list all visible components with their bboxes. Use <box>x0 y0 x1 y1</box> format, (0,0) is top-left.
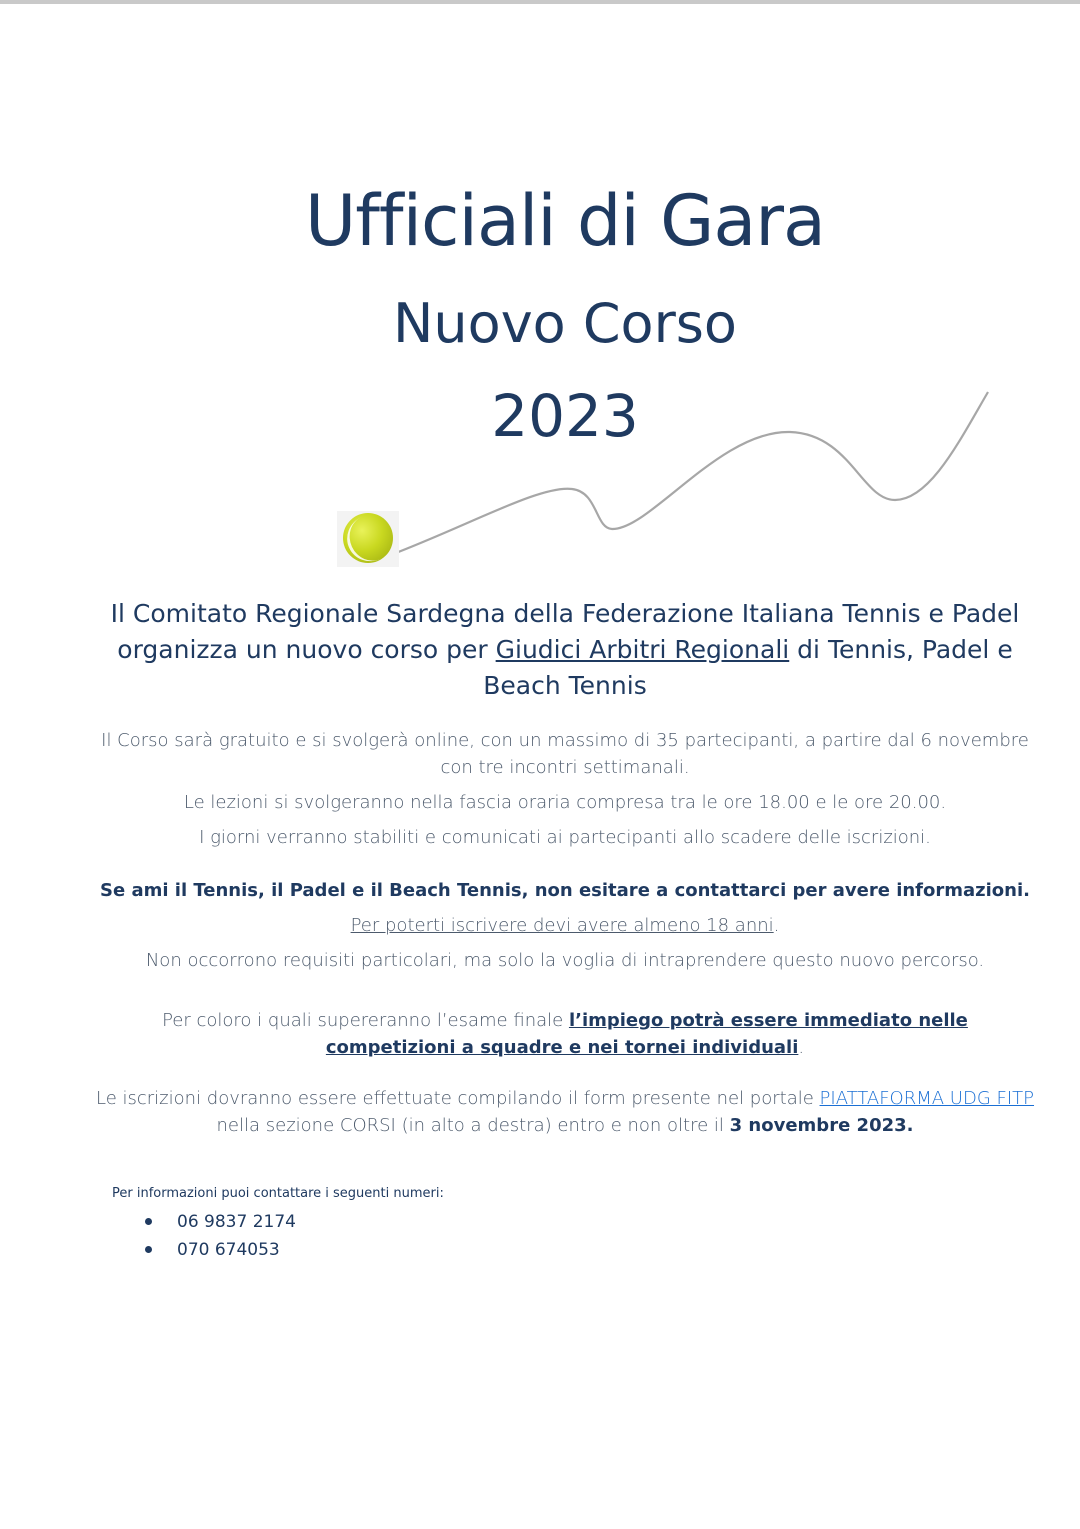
ball-trajectory-curve <box>0 0 1080 600</box>
course-description: Il Corso sarà gratuito e si svolgerà online, con un massimo di 35 partecipanti, a partire dal 6 novembre con tre incontri settimanali. <box>101 730 1029 778</box>
tennis-ball-image <box>337 511 399 567</box>
age-requirement: Per poterti iscrivere devi avere almeno 18 anni. <box>350 915 780 936</box>
contacts-label: Per informazioni puoi contattare i seguenti numeri: <box>112 1186 444 1201</box>
bullet-icon <box>145 1246 152 1253</box>
list-item <box>140 1236 296 1264</box>
page-subtitle: Nuovo Corso <box>393 292 737 355</box>
intro-heading: Il Comitato Regionale Sardegna della Federazione Italiana Tennis e Padel organizza un nuovo corso per Giudici Arbitri Regionali di Tennis, Padel e Beach Tennis <box>110 599 1020 700</box>
requirements-text: Non occorrono requisiti particolari, ma solo la voglia di intraprendere questo nuovo percorso. <box>145 950 985 971</box>
phone-list <box>140 1208 296 1264</box>
page-title: Ufficiali di Gara <box>305 180 825 262</box>
contact-invitation: Se ami il Tennis, il Padel e il Beach Tennis, non esitare a contattarci per avere informazioni. <box>100 880 1030 901</box>
employment-info: Per coloro i quali supereranno l’esame finale l’impiego potrà essere immediato nelle competizioni a squadre e nei tornei individuali. <box>162 1010 968 1058</box>
list-item <box>140 1208 296 1236</box>
employment-link[interactable]: l’impiego potrà essere immediato nelle competizioni a squadre e nei tornei individuali <box>325 1010 968 1058</box>
registration-info: Le iscrizioni dovranno essere effettuate compilando il form presente nel portale PIATTAFORMA UDG FITP nella sezione CORSI (in alto a destra) entro e non oltre il 3 novembre 2023. <box>95 1088 1035 1136</box>
phone-number[interactable]: 070 674053 <box>177 1240 280 1260</box>
bullet-icon <box>145 1218 152 1225</box>
age-requirement-link[interactable]: Per poterti iscrivere devi avere almeno 18 anni <box>350 915 774 936</box>
deadline-date: 3 novembre 2023. <box>729 1115 914 1136</box>
days-info: I giorni verranno stabiliti e comunicati ai partecipanti allo scadere delle iscrizioni. <box>199 827 931 848</box>
lesson-schedule: Le lezioni si svolgeranno nella fascia oraria compresa tra le ore 18.00 e le ore 20.00. <box>183 792 947 813</box>
piattaforma-udg-link[interactable]: PIATTAFORMA UDG FITP <box>819 1088 1035 1109</box>
year-title: 2023 <box>491 382 639 450</box>
giudici-arbitri-link[interactable]: Giudici Arbitri Regionali <box>495 635 790 664</box>
phone-number[interactable]: 06 9837 2174 <box>177 1212 296 1232</box>
